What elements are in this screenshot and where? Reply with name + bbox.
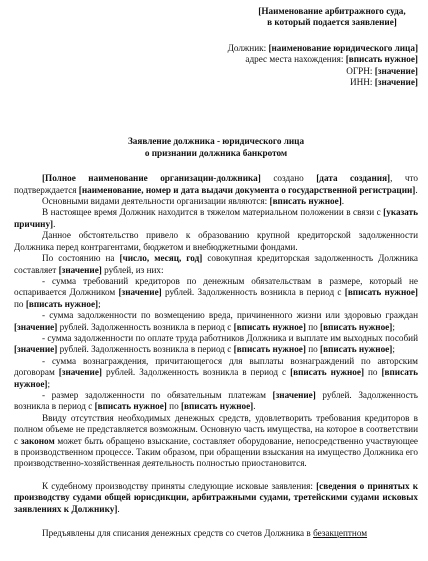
document-title bbox=[14, 136, 418, 159]
court-line-2: в который подается заявление] bbox=[267, 17, 397, 28]
text-run: . bbox=[415, 184, 418, 195]
text-run: . bbox=[53, 218, 56, 229]
bold-run: [значение] bbox=[14, 321, 58, 332]
text-run: по bbox=[166, 401, 181, 412]
text-run: . bbox=[117, 503, 120, 514]
text-run: К судебному производству приняты следующие исковые заявления: bbox=[42, 480, 317, 491]
bold-run: [наименование, номер и дата выдачи документа о государственной регистрации] bbox=[78, 184, 416, 195]
bold-run: [указать причину] bbox=[14, 207, 418, 229]
text-run: по bbox=[305, 344, 321, 355]
text-run: рублей, из них: bbox=[101, 264, 164, 275]
debtor-address-line: адрес места нахождения: [вписать нужное] bbox=[245, 54, 418, 65]
text-run: рублей. Задолженность возникла в период с bbox=[161, 287, 345, 298]
paragraph-write-offs bbox=[14, 528, 418, 539]
bold-run: [дата создания] bbox=[316, 173, 391, 184]
bold-run: законом bbox=[20, 435, 55, 446]
bold-run: [значение] bbox=[272, 389, 316, 400]
court-header bbox=[246, 6, 418, 29]
bold-run: [вписать нужное] bbox=[320, 321, 393, 332]
paragraph-debt-creditors bbox=[14, 276, 418, 310]
debtor-ogrn-line: ОГРН: [значение] bbox=[346, 65, 418, 76]
bold-run: [значение] bbox=[14, 344, 58, 355]
debtor-ogrn-value: [значение] bbox=[374, 65, 418, 76]
paragraph-debt-wages bbox=[14, 333, 418, 356]
text-run: - сумма требований кредиторов по денежным обязательствам в размере, который не оспаривается Должником bbox=[14, 275, 418, 298]
bold-run: [вписать нужное] bbox=[180, 401, 254, 412]
debtor-name-value: [наименование юридического лица] bbox=[268, 42, 418, 53]
text-run: по bbox=[305, 321, 321, 332]
text-run: В настоящее время Должник находится в тяжелом материальном положении в связи с bbox=[42, 207, 384, 218]
text-run: По состоянию на bbox=[42, 253, 120, 264]
bold-run: [Полное наименование организации-должника] bbox=[42, 173, 261, 184]
debtor-block bbox=[210, 43, 418, 89]
paragraph-registration bbox=[14, 173, 418, 196]
paragraph-situation bbox=[14, 207, 418, 230]
text-run: может быть обращено взыскание, составляет оборудование, непосредственно участвующее в производственном процессе. Таким образом, при обращении взыскания на имущество Должника его производственно-хозяйственная деятельность полностью приостановится. bbox=[14, 435, 419, 469]
text-run: рублей. Задолженность возникла в период с bbox=[14, 389, 418, 412]
text-run: создано bbox=[260, 173, 317, 184]
text-run: - сумма задолженности по оплате труда работников Должника и выплате им выходных пособий bbox=[42, 332, 418, 343]
bold-run: [значение] bbox=[58, 264, 102, 275]
bold-run: [вписать нужное] bbox=[344, 287, 418, 298]
text-run: ; bbox=[98, 298, 101, 309]
bold-run: [вписать нужное] bbox=[94, 401, 167, 412]
text-run: по bbox=[14, 298, 26, 309]
text-run: ; bbox=[47, 378, 51, 389]
paragraph-total-debt bbox=[14, 253, 418, 276]
text-run: - сумма задолженности по возмещению вреда, причиненного жизни или здоровью граждан bbox=[42, 310, 418, 321]
paragraph-debt-royalties bbox=[14, 356, 418, 390]
bold-run: [число, месяц, год] bbox=[119, 253, 203, 264]
bold-run: [значение] bbox=[58, 367, 102, 378]
paragraph-debt-harm bbox=[14, 310, 418, 333]
text-run: Ввиду отсутствия необходимых денежных средств, удовлетворить требования кредиторов в полном объеме не представляется возможным. Основную часть имущества, на которое в соответствии с bbox=[14, 412, 418, 446]
text-run: Данное обстоятельство привело к образованию крупной кредиторской задолженности Должника перед контрагентами, бюджетом и внебюджетными фондами. bbox=[14, 230, 418, 252]
bold-run: [вписать нужное] bbox=[14, 367, 419, 389]
bold-run: [сведения о принятых к производству судами общей юрисдикции, арбитражными судами, третейскими судами исковых заявлениях к Должнику] bbox=[14, 480, 418, 514]
paragraph-debt-mandatory bbox=[14, 390, 418, 413]
paragraph-lawsuits bbox=[14, 481, 418, 515]
text-run: ; bbox=[392, 344, 395, 355]
text-run: Основными видами деятельности организации являются: bbox=[42, 196, 270, 207]
bold-run: [вписать нужное] bbox=[233, 321, 306, 332]
text-run: - размер задолженности по обязательным платежам bbox=[42, 389, 273, 400]
text-run: , что подтверждается bbox=[14, 173, 419, 195]
text-run: рублей. Задолженность возникла в период с bbox=[57, 344, 234, 355]
debtor-inn-line: ИНН: [значение] bbox=[349, 77, 418, 88]
text-run: ; bbox=[392, 321, 395, 332]
debtor-address-value: [вписать нужное] bbox=[345, 54, 418, 65]
text-run: рублей. Задолженность возникла в период с bbox=[102, 367, 291, 378]
text-run: безакцептном bbox=[313, 528, 368, 539]
debtor-name-line: Должник: [наименование юридического лица] bbox=[227, 42, 418, 53]
text-run: рублей. Задолженность возникла в период с bbox=[57, 321, 234, 332]
paragraph-activities bbox=[14, 196, 418, 207]
court-line-1: [Наименование арбитражного суда, bbox=[258, 6, 406, 16]
debtor-inn-value: [значение] bbox=[374, 77, 418, 88]
paragraph-insolvency bbox=[14, 413, 418, 470]
text-run: Предъявлены для списания денежных средств со счетов Должника в bbox=[42, 528, 314, 539]
title-line-1: Заявление должника - юридического лица bbox=[127, 136, 305, 147]
bold-run: [вписать нужное] bbox=[290, 367, 365, 378]
text-run: по bbox=[364, 367, 382, 378]
bold-run: [вписать нужное] bbox=[233, 344, 306, 355]
bold-run: [вписать нужное] bbox=[269, 196, 342, 207]
bold-run: [значение] bbox=[118, 287, 162, 298]
text-run: совокупная кредиторская задолженность Должника составляет bbox=[14, 253, 418, 275]
bold-run: [вписать нужное] bbox=[320, 344, 393, 355]
bold-run: [вписать нужное] bbox=[25, 298, 99, 309]
text-run: . bbox=[341, 196, 345, 207]
text-run: - сумма вознаграждения, причитающегося для выплаты вознаграждений по авторским договорам bbox=[14, 355, 418, 378]
title-line-2: о признании должника банкротом bbox=[144, 147, 288, 158]
text-run: . bbox=[253, 401, 256, 412]
paragraph-debt-origin bbox=[14, 230, 418, 253]
